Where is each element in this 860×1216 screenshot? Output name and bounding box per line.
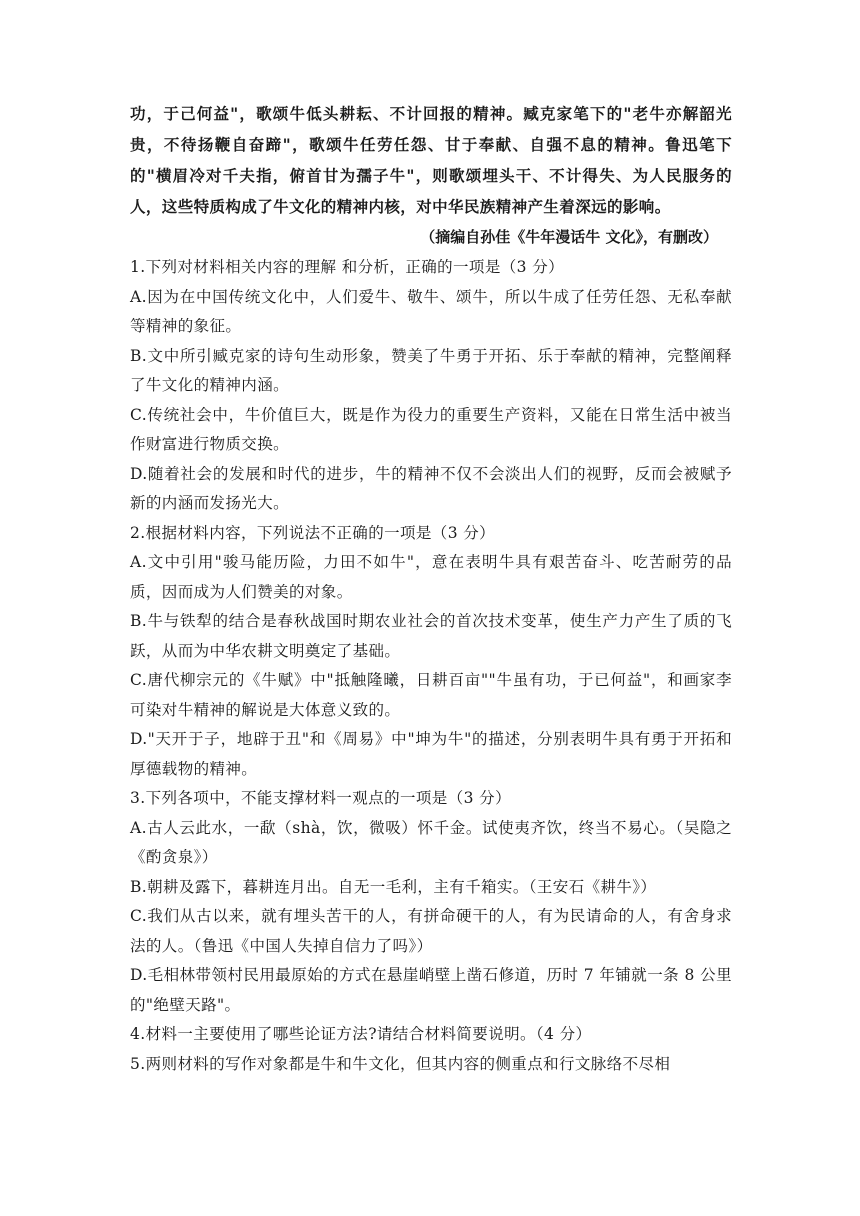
question-4 bbox=[130, 1020, 732, 1050]
question-1 bbox=[130, 253, 732, 519]
passage-source: （摘编自孙佳《牛年漫话牛 文化》，有删改） bbox=[420, 228, 718, 246]
passage-text: 功，于己何益"，歌颂牛低头耕耘、不计回报的精神。臧克家笔下的"老牛亦解韶光贵，不待扬鞭自奋蹄"，歌颂牛任劳任怨、甘于奉献、自强不息的精神。鲁迅笔下的"横眉冷对千夫指，俯首甘为孺子牛"，则歌颂埋头干、不计得失、为人民服务的人，这些特质构成了牛文化的精神内核，对中华民族精神产生着深远的影响。 bbox=[130, 104, 732, 216]
option-d: D.毛相林带领村民用最原始的方式在悬崖峭壁上凿石修道，历时 7 年铺就一条 8 公里的"绝壁天路"。 bbox=[130, 966, 732, 1014]
option-c: C.唐代柳宗元的《牛赋》中"抵触隆曦，日耕百亩""牛虽有功，于已何益"，和画家李可染对牛精神的解说是大体意义致的。 bbox=[130, 671, 732, 719]
question-stem: 4.材料一主要使用了哪些论证方法?请结合材料简要说明。（4 分） bbox=[130, 1025, 592, 1043]
option-c: C.传统社会中，牛价值巨大，既是作为役力的重要生产资料，又能在日常生活中被当作财富进行物质交换。 bbox=[130, 405, 732, 453]
question-stem: 3.下列各项中，不能支撑材料一观点的一项是（3 分） bbox=[130, 789, 511, 807]
question-stem: 2.根据材料内容，下列说法不正确的一项是（3 分） bbox=[130, 523, 496, 542]
question-stem: 1.下列对材料相关内容的理解 和分析，正确的一项是（3 分） bbox=[130, 258, 565, 276]
option-b: B.文中所引臧克家的诗句生动形象，赞美了牛勇于开拓、乐于奉献的精神，完整阐释了牛文化的精神内涵。 bbox=[130, 346, 732, 394]
option-b: B.牛与铁犁的结合是春秋战国时期农业社会的首次技术变革，使生产力产生了质的飞跃，从而为中华农耕文明奠定了基础。 bbox=[130, 612, 732, 660]
question-stem: 5.两则材料的写作对象都是牛和牛文化，但其内容的侧重点和行文脉络不尽相 bbox=[130, 1054, 671, 1073]
option-d: D."天开于子，地辟于丑"和《周易》中"坤为牛"的描述，分别表明牛具有勇于开拓和厚德载物的精神。 bbox=[130, 730, 732, 778]
document-page bbox=[130, 98, 732, 1079]
question-2 bbox=[130, 519, 732, 785]
option-a: A.文中引用"骏马能历险，力田不如牛"，意在表明牛具有艰苦奋斗、吃苦耐劳的品质，因而成为人们赞美的对象。 bbox=[130, 553, 732, 601]
option-a: A.因为在中国传统文化中，人们爱牛、敬牛、颂牛，所以牛成了任劳任怨、无私奉献等精神的象征。 bbox=[130, 287, 732, 335]
option-d: D.随着社会的发展和时代的进步，牛的精神不仅不会淡出人们的视野，反而会被赋予新的内涵而发扬光大。 bbox=[130, 464, 732, 512]
option-b: B.朝耕及露下，暮耕连月出。自无一毛利，主有千箱实。（王安石《耕牛》） bbox=[130, 877, 657, 896]
question-5 bbox=[130, 1050, 732, 1080]
option-a: A.古人云此水，一歃（shà，饮，微吸）怀千金。试使夷齐饮，终当不易心。（吴隐之《酌贪泉》） bbox=[130, 818, 732, 866]
option-c: C.我们从古以来，就有埋头苦干的人，有拼命硬干的人，有为民请命的人，有舍身求法的人。（鲁迅《中国人失掉自信力了吗》） bbox=[130, 907, 732, 955]
question-3 bbox=[130, 784, 732, 1020]
